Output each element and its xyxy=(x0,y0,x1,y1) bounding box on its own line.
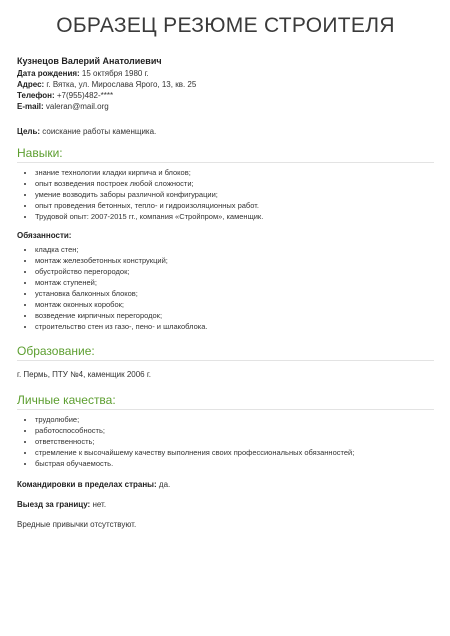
list-item: • трудолюбие; xyxy=(35,414,434,425)
list-item: • ответственность; xyxy=(35,436,434,447)
phone-label: Телефон: xyxy=(17,91,55,100)
goal-value: соискание работы каменщика. xyxy=(40,127,157,136)
list-item: • строительство стен из газо-, пено- и шлакоблока. xyxy=(35,321,434,332)
list-item: • монтаж железобетонных конструкций; xyxy=(35,255,434,266)
list-item: • быстрая обучаемость. xyxy=(35,458,434,469)
list-item: • возведение кирпичных перегородок; xyxy=(35,310,434,321)
phone-line xyxy=(17,90,434,101)
trips-line xyxy=(17,480,434,489)
page-title: ОБРАЗЕЦ РЕЗЮМЕ СТРОИТЕЛЯ xyxy=(56,14,395,37)
list-item: • монтаж ступеней; xyxy=(35,277,434,288)
phone-value: +7(955)482-**** xyxy=(54,91,114,100)
address-value: г. Вятка, ул. Мирослава Ярого, 13, кв. 25 xyxy=(44,80,197,89)
email-label: E-mail: xyxy=(17,102,44,111)
list-item: • Трудовой опыт: 2007-2015 гг., компания «Стройпром», каменщик. xyxy=(35,211,434,222)
list-item: • знание технологии кладки кирпича и блоков; xyxy=(35,167,434,178)
email-value: valeran@mail.org xyxy=(43,102,109,111)
list-item: • работоспособность; xyxy=(35,425,434,436)
address-label: Адрес: xyxy=(17,80,45,89)
list-item: • монтаж оконных коробок; xyxy=(35,299,434,310)
list-item: • обустройство перегородок; xyxy=(35,266,434,277)
birth-date-value: 15 октября 1980 г. xyxy=(79,69,149,78)
list-item: • кладка стен; xyxy=(35,244,434,255)
email-line xyxy=(17,101,434,112)
list-item: • умение возводить заборы различной конфигурации; xyxy=(35,189,434,200)
trips-label: Командировки в пределах страны: xyxy=(17,480,157,489)
address-line xyxy=(17,79,434,90)
goal-label: Цель: xyxy=(17,127,41,136)
contact-block xyxy=(17,56,434,112)
list-item: • опыт возведения построек любой сложности; xyxy=(35,178,434,189)
trips-value: да. xyxy=(156,480,171,489)
duties-heading: Обязанности: xyxy=(17,231,72,240)
birth-date-line xyxy=(17,68,434,79)
education-heading: Образование: xyxy=(17,344,434,361)
education-text: г. Пермь, ПТУ №4, каменщик 2006 г. xyxy=(17,370,152,379)
list-item: • установка балконных блоков; xyxy=(35,288,434,299)
birth-date-label: Дата рождения: xyxy=(17,69,80,78)
duties-list xyxy=(17,244,434,332)
qualities-list xyxy=(17,414,434,469)
list-item: • опыт проведения бетонных, тепло- и гидроизоляционных работ. xyxy=(35,200,434,211)
abroad-line xyxy=(17,500,434,509)
habits-line: Вредные привычки отсутствуют. xyxy=(17,520,137,529)
goal-line xyxy=(17,127,434,136)
skills-heading: Навыки: xyxy=(17,146,434,163)
qualities-heading: Личные качества: xyxy=(17,393,434,410)
abroad-label: Выезд за границу: xyxy=(17,500,91,509)
abroad-value: нет. xyxy=(90,500,107,509)
applicant-name: Кузнецов Валерий Анатолиевич xyxy=(17,56,162,66)
skills-list xyxy=(17,167,434,222)
list-item: • стремление к высочайшему качеству выполнения своих профессиональных обязанностей; xyxy=(35,447,434,458)
